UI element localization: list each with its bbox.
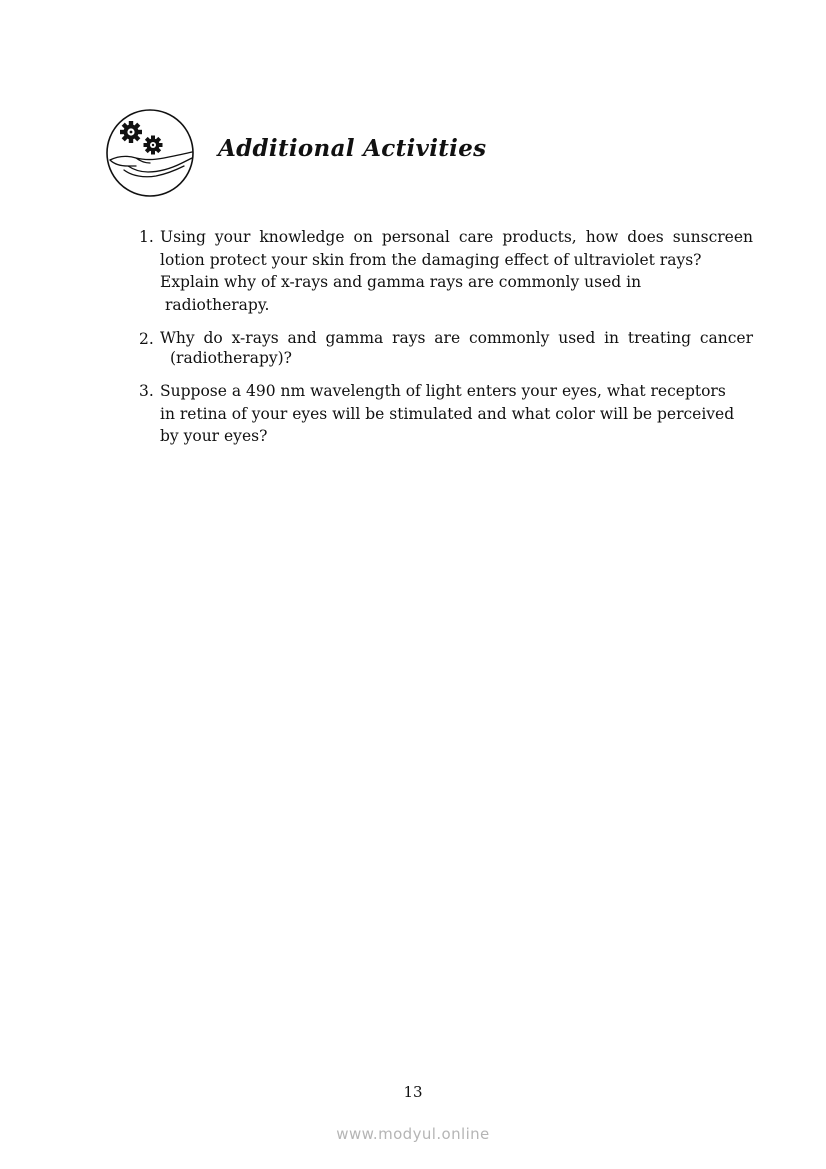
watermark: www.modyul.online: [336, 1125, 490, 1143]
item-line: in retina of your eyes will be stimulated and what color will be perceived: [160, 404, 735, 423]
item-line: (radiotherapy)?: [170, 349, 292, 367]
item-line: Using your knowledge on personal care products, how does sunscreen: [160, 228, 753, 246]
activity-item: [139, 380, 753, 448]
item-number: 3.: [139, 382, 154, 400]
gears-on-hand-icon: [104, 108, 196, 198]
section-title: Additional Activities: [218, 135, 487, 162]
activity-item: [139, 328, 753, 368]
activity-item: [139, 226, 753, 316]
item-line: by your eyes?: [160, 427, 268, 445]
item-line: Why do x-rays and gamma rays are commonly used in treating cancer: [160, 329, 753, 347]
page-number: 13: [403, 1083, 423, 1101]
activity-list: [139, 226, 753, 448]
item-number: 2.: [139, 330, 154, 348]
item-number: 1.: [139, 228, 154, 246]
item-line: lotion protect your skin from the damaging effect of ultraviolet rays?: [160, 250, 702, 269]
item-line: radiotherapy.: [165, 295, 270, 314]
item-line: Explain why of x-rays and gamma rays are commonly used in: [160, 273, 642, 291]
item-line: Suppose a 490 nm wavelength of light enters your eyes, what receptors: [160, 382, 726, 400]
